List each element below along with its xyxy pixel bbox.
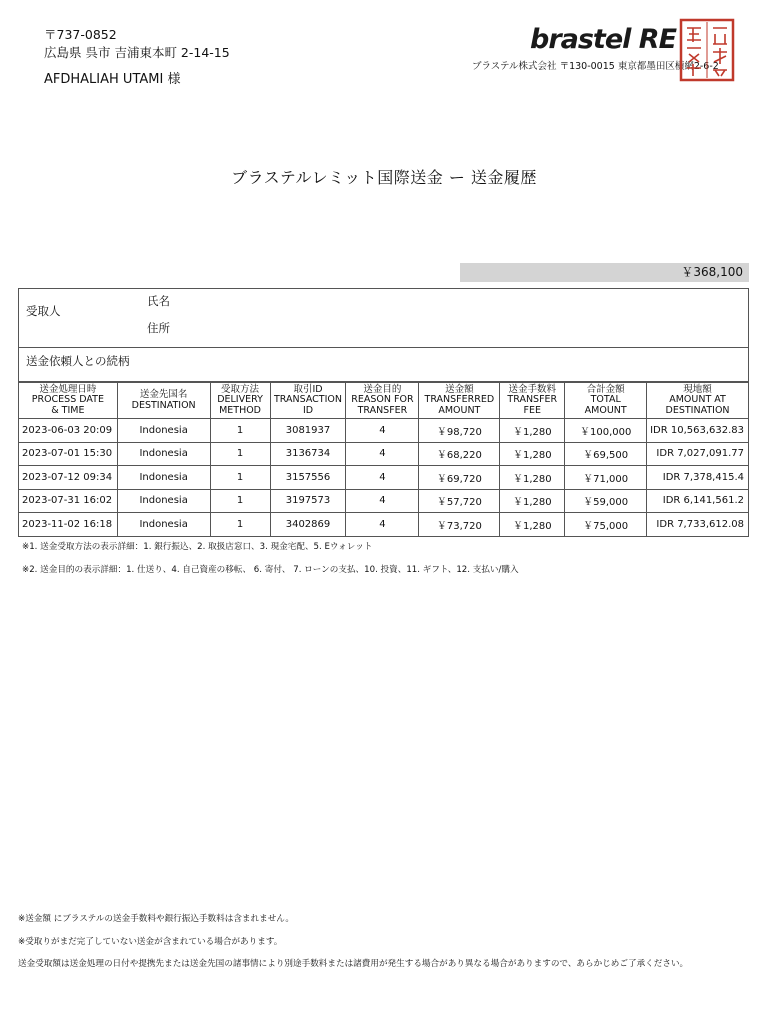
cell-transaction-id: 3402869: [270, 513, 346, 537]
cell-fee: ￥1,280: [500, 466, 565, 490]
cell-method: 1: [210, 419, 270, 443]
delivery-method-note: ※1. 送金受取方法の表示詳細：1. 銀行振込、2. 取扱店窓口、3. 現金宅配、5. Eウォレット: [22, 542, 373, 552]
cell-local-amount: IDR 7,027,091.77: [647, 442, 749, 466]
header-transfer-fee: 送金手数料 TRANSFER FEE: [500, 383, 565, 419]
cell-destination: Indonesia: [117, 466, 210, 490]
brand-text: brastel RE: [530, 24, 677, 55]
footer-note-disclaimer: 送金受取額は送金処理の日付や提携先または送金先国の諸事情により別途手数料または諸費用が発生する場合があり異なる場合がありますので、あらかじめご了承ください。: [18, 959, 689, 969]
transaction-table: [18, 382, 749, 537]
header-transferred-amount: 送金額 TRANSFERRED AMOUNT: [419, 383, 500, 419]
total-amount-bar: ￥368,100: [460, 263, 749, 282]
customer-name: AFDHALIAH UTAMI 様: [44, 72, 181, 87]
cell-fee: ￥1,280: [500, 513, 565, 537]
footer-note-pending: ※受取りがまだ完了していない送金が含まれている場合があります。: [18, 937, 283, 947]
cell-date: 2023-06-03 20:09: [19, 419, 118, 443]
cell-transaction-id: 3197573: [270, 489, 346, 513]
header-delivery-method: 受取方法 DELIVERY METHOD: [210, 383, 270, 419]
cell-transaction-id: 3136734: [270, 442, 346, 466]
cell-reason: 4: [346, 466, 419, 490]
cell-date: 2023-07-01 15:30: [19, 442, 118, 466]
cell-transferred: ￥69,720: [419, 466, 500, 490]
table-row: [19, 442, 749, 466]
cell-reason: 4: [346, 489, 419, 513]
header-total-amount: 合計金額 TOTAL AMOUNT: [565, 383, 647, 419]
cell-method: 1: [210, 442, 270, 466]
cell-local-amount: IDR 7,733,612.08: [647, 513, 749, 537]
table-row: [19, 466, 749, 490]
table-row: [19, 513, 749, 537]
cell-fee: ￥1,280: [500, 442, 565, 466]
cell-date: 2023-07-12 09:34: [19, 466, 118, 490]
cell-method: 1: [210, 513, 270, 537]
cell-total: ￥100,000: [565, 419, 647, 443]
customer-address: 広島県 呉市 吉浦東本町 2-14-15: [44, 45, 230, 60]
cell-date: 2023-11-02 16:18: [19, 513, 118, 537]
cell-fee: ￥1,280: [500, 419, 565, 443]
cell-total: ￥69,500: [565, 442, 647, 466]
recipient-info-box: [18, 288, 749, 382]
cell-transferred: ￥73,720: [419, 513, 500, 537]
cell-method: 1: [210, 489, 270, 513]
cell-destination: Indonesia: [117, 442, 210, 466]
cell-transferred: ￥57,720: [419, 489, 500, 513]
cell-method: 1: [210, 466, 270, 490]
recipient-label: 受取人: [26, 304, 61, 318]
table-row: [19, 419, 749, 443]
cell-reason: 4: [346, 442, 419, 466]
cell-destination: Indonesia: [117, 513, 210, 537]
header-reason: 送金目的 REASON FOR TRANSFER: [346, 383, 419, 419]
cell-transaction-id: 3081937: [270, 419, 346, 443]
header-destination: 送金先国名 DESTINATION: [117, 383, 210, 419]
cell-local-amount: IDR 10,563,632.83: [647, 419, 749, 443]
cell-total: ￥71,000: [565, 466, 647, 490]
postal-code: 〒737-0852: [44, 27, 117, 42]
cell-date: 2023-07-31 16:02: [19, 489, 118, 513]
cell-destination: Indonesia: [117, 489, 210, 513]
cell-transferred: ￥68,220: [419, 442, 500, 466]
table-row: [19, 489, 749, 513]
cell-fee: ￥1,280: [500, 489, 565, 513]
cell-total: ￥59,000: [565, 489, 647, 513]
cell-transferred: ￥98,720: [419, 419, 500, 443]
page-title: ブラステルレミット国際送金 ー 送金履歴: [231, 168, 537, 187]
relationship-row: [19, 347, 748, 382]
cell-transaction-id: 3157556: [270, 466, 346, 490]
recipient-name-label: 氏名: [147, 294, 170, 308]
company-seal-stamp: [679, 18, 735, 82]
transfer-reason-note: ※2. 送金目的の表示詳細：1. 仕送り、4. 自己資産の移転、 6. 寄付、 7. ローンの支払、10. 投資、11. ギフト、12. 支払い/購入: [22, 565, 519, 575]
cell-total: ￥75,000: [565, 513, 647, 537]
header-process-date: 送金処理日時 PROCESS DATE & TIME: [19, 383, 118, 419]
cell-local-amount: IDR 6,141,561.2: [647, 489, 749, 513]
cell-destination: Indonesia: [117, 419, 210, 443]
cell-reason: 4: [346, 419, 419, 443]
footer-note-fees: ※送金額 にブラステルの送金手数料や銀行振込手数料は含まれません。: [18, 914, 294, 924]
header-amount-at-destination: 現地額 AMOUNT AT DESTINATION: [647, 383, 749, 419]
recipient-address-label: 住所: [147, 321, 170, 335]
header-transaction-id: 取引ID TRANSACTION ID: [270, 383, 346, 419]
cell-local-amount: IDR 7,378,415.4: [647, 466, 749, 490]
company-address: ブラステル株式会社 〒130-0015 東京都墨田区横網2-6-2: [472, 61, 719, 72]
relationship-label: 送金依頼人との続柄: [26, 354, 130, 368]
cell-reason: 4: [346, 513, 419, 537]
